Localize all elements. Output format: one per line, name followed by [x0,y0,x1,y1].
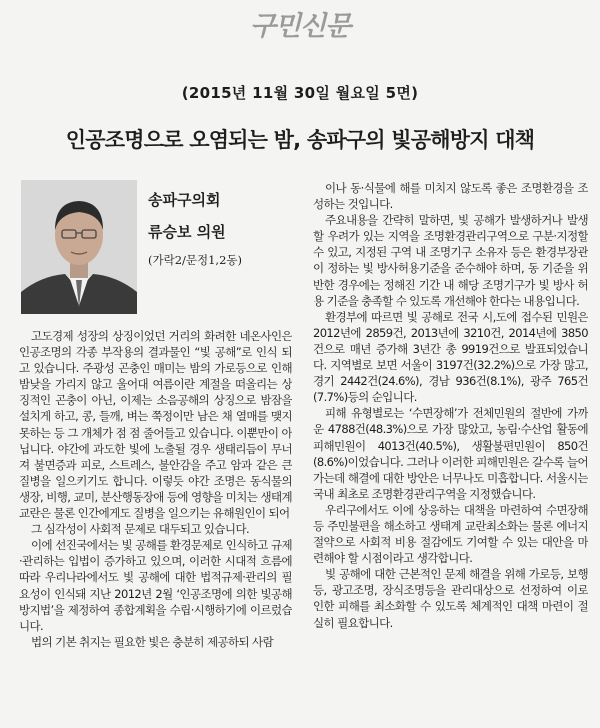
masthead-logo: 구민신문 [249,11,351,42]
paragraph: 고도경제 성장의 상징이었던 거리의 화려한 네온사인은 인공조명의 각종 부작용의 결과물인 “빛 공해”로 인식 되고 있습니다. 주광성 곤충인 매미는 밤의 가로등으로 인해 밤낮을 가리지 않고 울어대 여름이란 계절을 떠올리는 상징적인 곤충이 아닌, 이제는 소음공해의 상징으로 밤잠을 설치게 하고, 콩, 들깨, 벼는 쭉정이만 남은 채 열매를 맺지 못하는 등 그 개체가 점 점 줄어들고 있습니다. 이뿐만이 아닙니다. 야간에 과도한 빛에 노출될 경우 생태리듬이 무너져 불면증과 피로, 스트레스, 불안감을 주고 암과 같은 큰 질병을 일으키기도 합니다. 이렇듯 야간 조명은 동식물의 생장, 비행, 교미, 분산행동장애 등에 영향을 미치는 생태계 교란은 물론 인간에게도 질병을 일으키는 유해원인이 되어 [19,329,292,521]
paragraph: 법의 기본 취지는 필요한 빛은 충분히 제공하되 사람 [31,634,274,649]
paragraph: 주요내용을 간략히 말하면, 빛 공해가 발생하거나 발생할 우려가 있는 지역을 조명환경관리구역으로 구분·지정할 수 있고, 지정된 구역 내 조명기구 소유자 등은 환경부장관이 정하는 빛 방사허용기준을 준수해야 하며, 동 기준을 위반한 경우에는 정해진 기간 내 해당 조명기구가 빛 방사 허용 기준을 충족할 수 있도록 개선해야 한다는 내용입니다. [313,213,588,308]
article-column-right [313,180,588,724]
article-headline: 인공조명으로 오염되는 밤, 송파구의 빛공해방지 대책 [65,128,535,152]
paragraph: 환경부에 따르면 빛 공해로 전국 시,도에 접수된 민원은 2012년에 2859건, 2013년에 3210건, 2014년에 3850건으로 매년 증가해 3년간 총 9919건으로 발표되었습니다. 지역별로 보면 서울이 3197건(32.2%)으로 가장 많고, 경기 2442건(24.6%), 경남 936건(8.1%), 광주 765건(7.7%)등의 순입니다. [313,309,588,405]
author-district: (가락2/문정1,2동) [148,253,242,267]
paragraph: 그 심각성이 사회적 문제로 대두되고 있습니다. [31,522,250,537]
paragraph: 우리구에서도 이에 상응하는 대책을 마련하여 수면장해 등 주민불편을 해소하고 생태계 교란최소화는 물론 에너지 절약으로 사회적 비용 절감에도 기여할 수 있는 대안을 마련해야 할 시점이라고 생각합니다. [313,502,588,566]
portrait-photo [21,180,137,314]
date-line: (2015년 11월 30일 월요일 5면) [181,84,419,102]
paragraph: 빛 공해에 대한 근본적인 문제 해결을 위해 가로등, 보행등, 광고조명, 장식조명등을 관리대상으로 선정하여 이로 인한 피해를 최소화할 수 있도록 체계적인 대책 마련이 절실히 필요합니다. [313,567,588,630]
author-name: 류승보 의원 [148,223,226,241]
paragraph: 피해 유형별로는 ‘수면장해’가 전체민원의 절반에 가까운 4788건(48.3%)으로 가장 많았고, 농림·수산업 활동에 피해민원이 4013건(40.5%), 생활불편민원이 850건(8.6%)이었습니다. 그러나 이러한 피해민원은 갈수록 늘어 가는데 해결에 대한 방안은 너무나도 미흡합니다. 서울시는 국내 최초로 조명환경관리구역을 지정했습니다. [313,406,588,501]
paragraph: 이나 동·식물에 해를 미치지 않도록 좋은 조명환경을 조성하는 것입니다. [313,181,588,212]
author-organization: 송파구의회 [148,191,221,209]
paragraph: 이에 선진국에서는 빛 공해를 환경문제로 인식하고 규제·관리하는 입법이 증가하고 있으며, 이러한 시대적 흐름에 따라 우리나라에서도 빛 공해에 대한 법적규제·관리의 필요성이 인식돼 지난 2012년 2월 ‘인공조명에 의한 빛공해 방지법’을 제정하여 종합계획을 수립·시행하기에 이르렀습니다. [19,538,292,633]
article-column-left [19,328,292,726]
